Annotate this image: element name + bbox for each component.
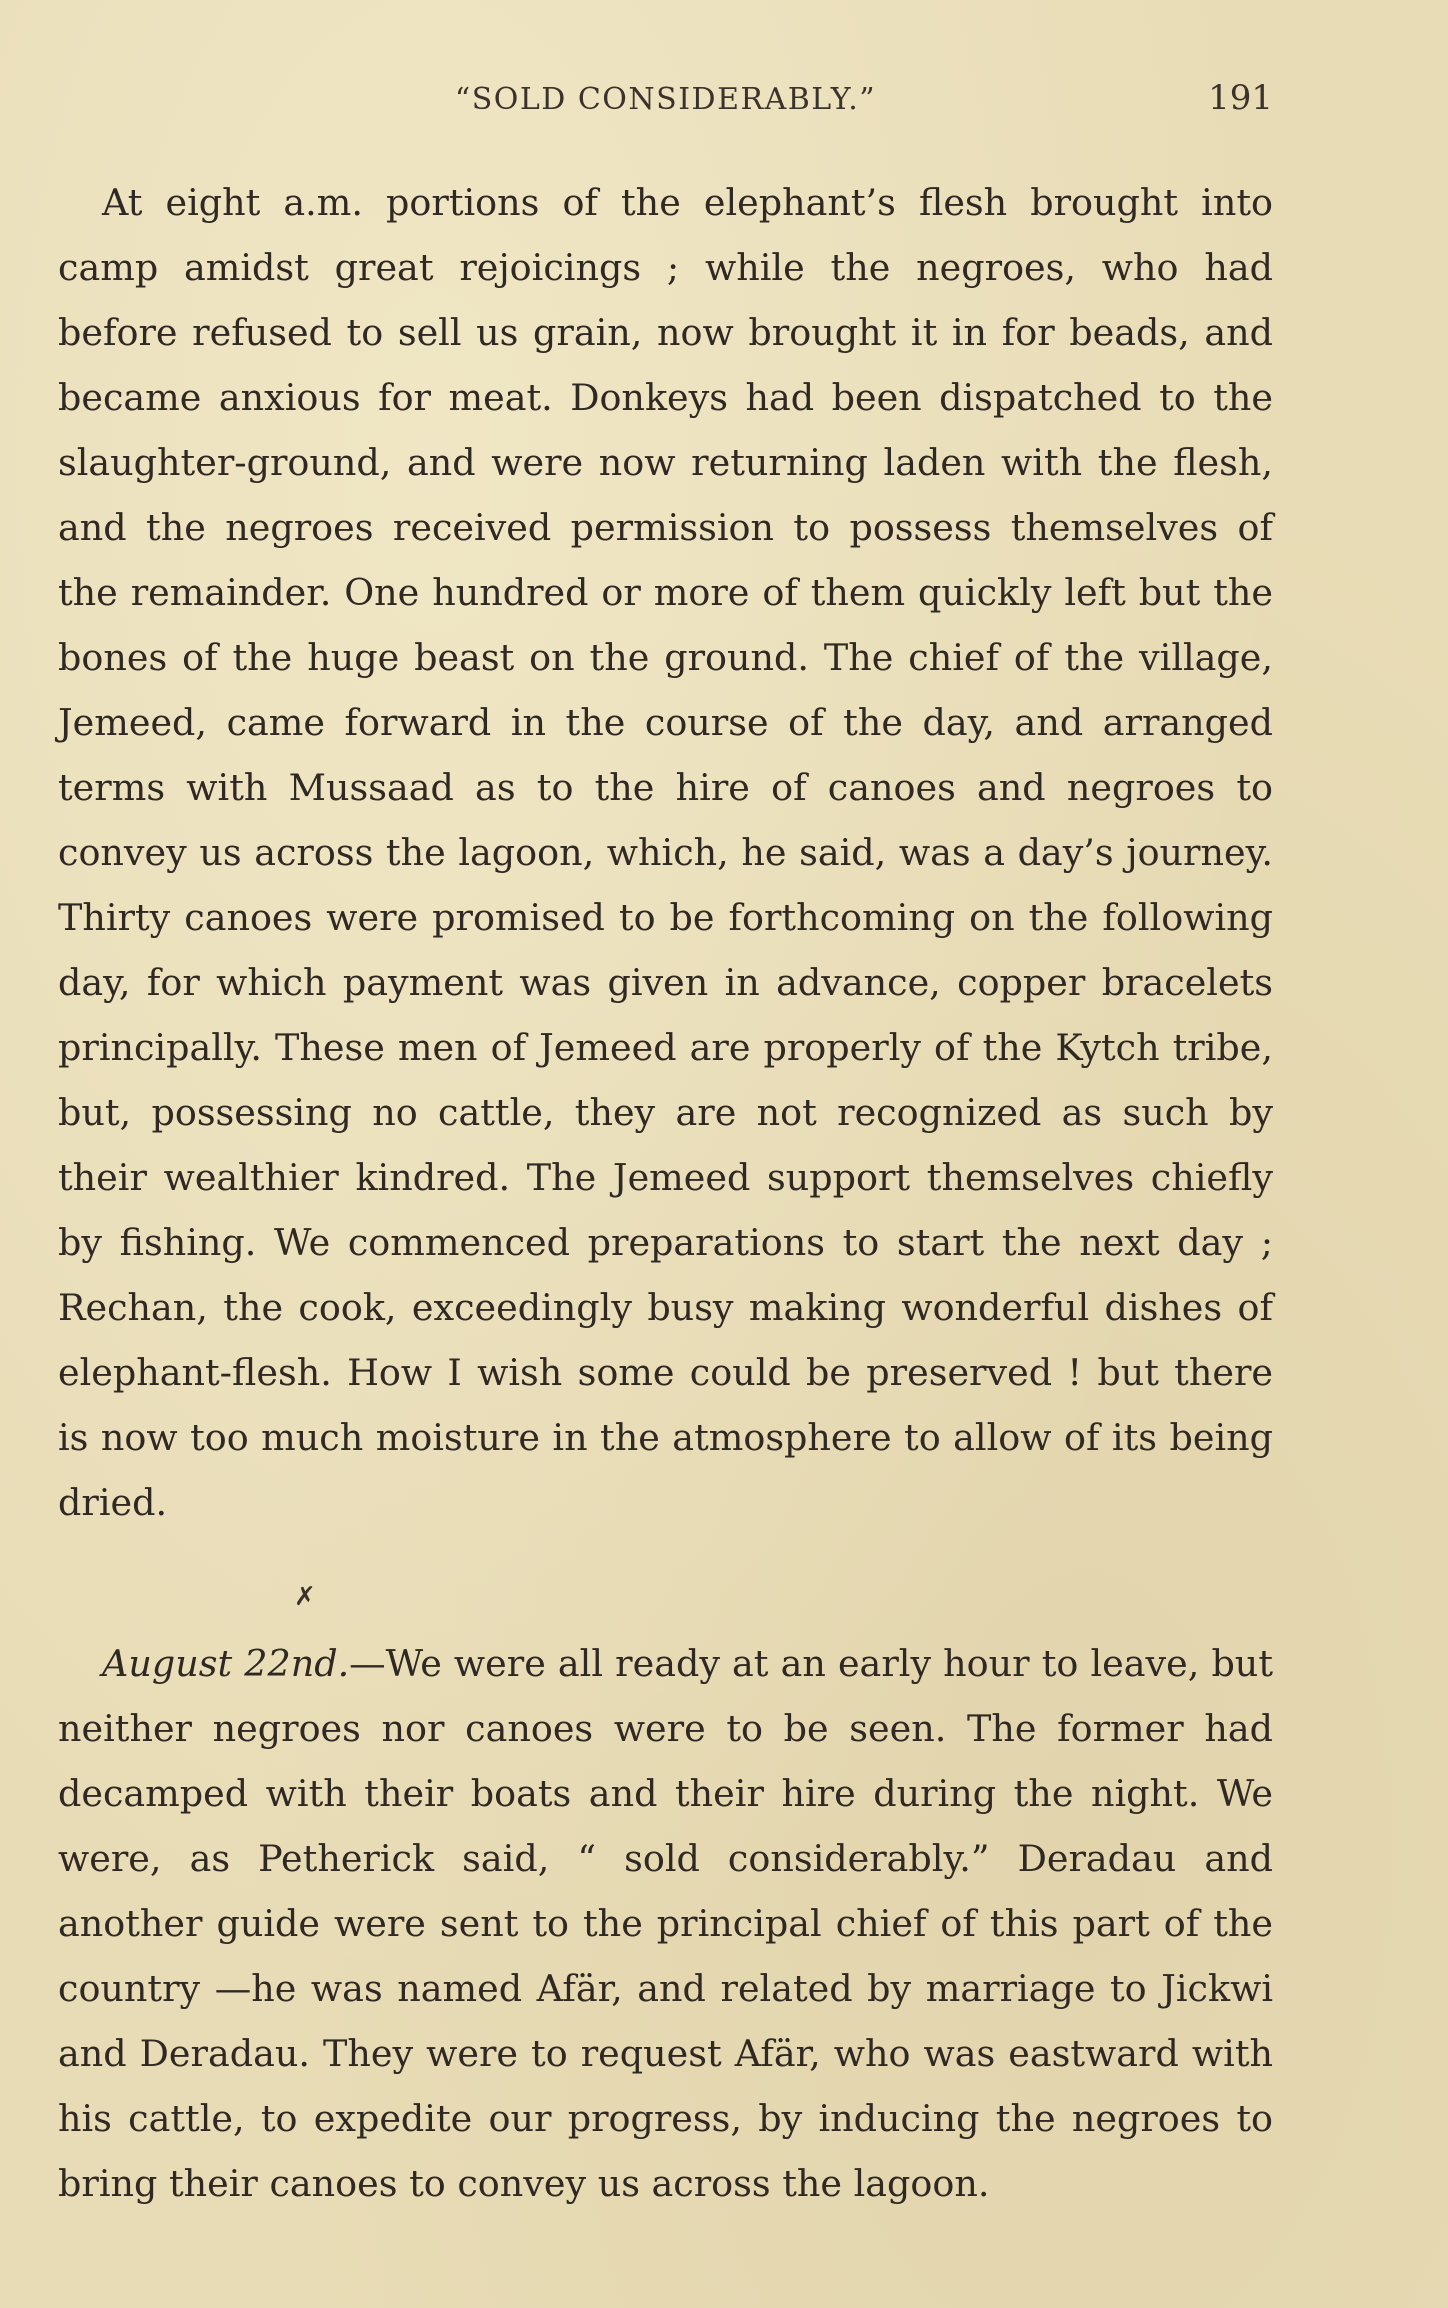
paragraph-2-text: —We were all ready at an early hour to leave, but neither negroes nor canoes were to be seen. The former had decamped with their boats and their hire during the night. We were, as Petherick said, “ sold considerably.” Deradau and another guide were sent to the principal chief of this part of the country —he was named Afär, and related by marriage to Jickwi and Deradau. They were to request Afär, who was eastward with his cattle, to expedite our progress, by inducing the negroes to bring their canoes to convey us across the lagoon. [58,1642,1273,2205]
paragraph-1-text: At eight a.m. portions of the elephant’s flesh brought into camp amidst great rejoicings ; while the negroes, who had before refused to sell us grain, now brought it in for beads, and became anxious for meat. Donkeys had been dispatched to the slaughter-ground, and were now returning laden with the flesh, and the negroes received permission to possess themselves of the remainder. One hundred or more of them quickly left but the bones of the huge beast on the ground. The chief of the village, Jemeed, came forward in the course of the day, and arranged terms with Mussaad as to the hire of canoes and negroes to convey us across the lagoon, which, he said, was a day’s journey. Thirty canoes were promised to be forthcoming on the following day, for which payment was given in advance, copper bracelets principally. These men of Jemeed are properly of the Kytch tribe, but, possessing no cattle, they are not recognized as such by their wealthier kindred. The Jemeed support themselves chiefly by fishing. We commenced preparations to start the next day ; Rechan, the cook, exceedingly busy making wonderful dishes of elephant-flesh. How I wish some could be preserved ! but there is now too much moisture in the atmosphere to allow of its being dried. [58,181,1273,1524]
running-title: “SOLD CONSIDERABLY.” [454,82,877,117]
paragraph-2 [58,1631,1273,2216]
date-heading: August 22nd. [102,1642,350,1685]
divider-mark: ✗ [294,1582,316,1612]
paragraph-1 [58,170,1273,1535]
body-text [58,170,1273,2216]
page-number: 191 [1208,78,1273,118]
running-head [58,70,1273,130]
section-divider [58,1535,1273,1631]
book-page [58,70,1273,2270]
